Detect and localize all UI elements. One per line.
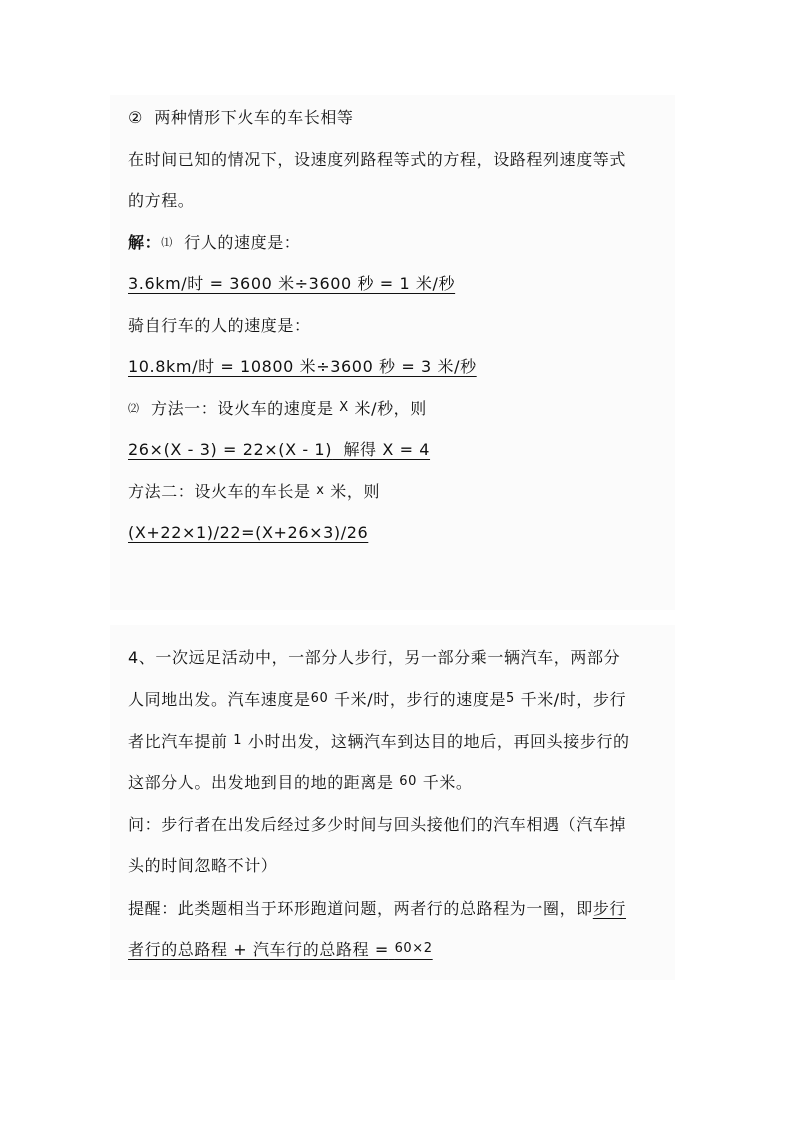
equation-cyclist-speed: 10.8km/时 = 10800 米÷3600 秒 = 3 米/秒 — [128, 357, 477, 376]
distance-value: 60 — [399, 774, 418, 789]
question-line-1: 问：步行者在出发后经过多少时间与回头接他们的汽车相遇（汽车掉 — [128, 815, 627, 834]
content-block-bottom — [110, 625, 675, 980]
p2-text-b: 千米/时，步行的速度是 — [334, 690, 507, 709]
method2-prefix: 方法二：设火车的车长是 — [128, 482, 311, 501]
item2-text: 两种情形下火车的车长相等 — [154, 108, 354, 127]
problem4-line-2 — [128, 690, 626, 712]
hint-line-1 — [128, 899, 626, 919]
hint-text: 提醒：此类题相当于环形跑道问题，两者行的总路程为一圈，即 — [128, 899, 593, 918]
walk-speed-value: 5 — [506, 691, 515, 706]
note-line-1: 在时间已知的情况下，设速度列路程等式的方程，设路程列速度等式 — [128, 150, 627, 169]
hint-underlined-2: 者行的总路程 + 汽车行的总路程 = — [128, 940, 389, 959]
hint-line-2 — [128, 940, 433, 962]
method1-suffix: 米/秒，则 — [354, 399, 427, 418]
p2-text-c: 千米/时，步行 — [520, 690, 627, 709]
head-start-value: 1 — [233, 733, 243, 748]
p4-text-a: 这部分人。出发地到目的地的距离是 — [128, 773, 394, 792]
part1-text: 行人的速度是： — [184, 233, 301, 252]
solution-label: 解： — [128, 233, 162, 252]
solution-part1-line — [128, 233, 300, 253]
problem4-line-3 — [128, 732, 630, 754]
p2-text-a: 人同地出发。汽车速度是 — [128, 690, 311, 709]
equation-method1-expr: 26×(X - 3) = 22×(X - 1) — [128, 440, 333, 459]
note-line-2: 的方程。 — [128, 191, 195, 210]
hint-underlined-1: 步行 — [592, 899, 627, 918]
hint-total-value: 60×2 — [394, 941, 433, 956]
question-line-2: 头的时间忽略不计） — [128, 856, 278, 875]
method2-line — [128, 482, 380, 504]
cyclist-line: 骑自行车的人的速度是： — [128, 316, 311, 335]
method2-suffix: 米，则 — [330, 482, 381, 501]
method1-var: X — [339, 400, 349, 415]
p3-text-b: 小时出发，这辆汽车到达目的地后，再回头接步行的 — [247, 732, 630, 751]
method2-var: x — [316, 483, 325, 498]
car-speed-value: 60 — [310, 691, 329, 706]
problem4-line-1: 4、一次远足活动中，一部分人步行，另一部分乘一辆汽车，两部分 — [128, 648, 621, 667]
equation-method1 — [128, 440, 430, 460]
method1-prefix: 方法一：设火车的速度是 — [150, 399, 334, 418]
part1-marker: ⑴ — [161, 236, 173, 249]
item2-marker: ② — [128, 108, 143, 127]
method1-line — [128, 399, 427, 421]
item2-heading — [128, 108, 354, 128]
equation-walker-speed: 3.6km/时 = 3600 米÷3600 秒 = 1 米/秒 — [128, 274, 456, 293]
part2-marker: ⑵ — [128, 402, 140, 415]
p3-text-a: 者比汽车提前 — [128, 732, 228, 751]
equation-method1-solve: 解得 X = 4 — [343, 440, 431, 459]
p4-text-b: 千米。 — [422, 773, 473, 792]
problem4-line-4 — [128, 773, 473, 795]
equation-method2: (X+22×1)/22=(X+26×3)/26 — [128, 523, 369, 542]
